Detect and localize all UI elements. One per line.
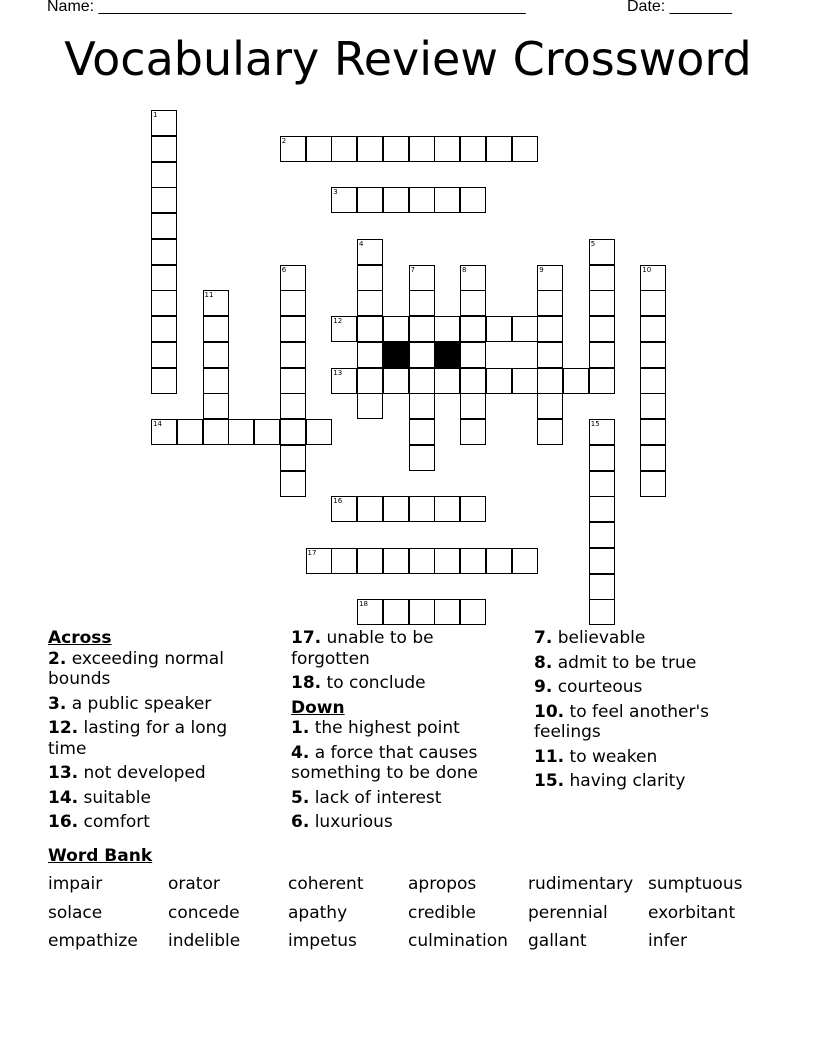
grid-cell[interactable] — [357, 496, 383, 522]
grid-cell[interactable] — [383, 496, 409, 522]
grid-cell[interactable] — [357, 316, 383, 342]
grid-cell[interactable] — [409, 136, 435, 162]
clue-text: not developed — [78, 763, 206, 783]
clue-number-label: 18. — [291, 673, 322, 693]
clue-number-label: 10. — [534, 701, 565, 722]
clue-item — [48, 718, 280, 759]
clue-item — [291, 788, 523, 809]
grid-cell[interactable] — [383, 316, 409, 342]
word-bank-item: indelible — [168, 931, 241, 951]
across-heading: Across — [48, 628, 112, 648]
grid-cell[interactable] — [460, 496, 486, 522]
grid-cell[interactable] — [409, 342, 435, 368]
clue-item — [291, 628, 523, 669]
clue-text: believable — [552, 628, 646, 648]
clue-text: having clarity — [564, 771, 686, 791]
clue-number-label: 2. — [48, 648, 67, 669]
word-bank-item: apathy — [288, 902, 348, 923]
grid-cell[interactable] — [434, 599, 460, 625]
word-bank-item: impair — [48, 874, 103, 894]
grid-cell[interactable] — [486, 368, 512, 394]
clue-text: to weaken — [564, 746, 658, 767]
word-bank-item: credible — [408, 902, 476, 923]
grid-cell[interactable] — [280, 342, 306, 368]
grid-cell[interactable] — [383, 187, 409, 213]
grid-cell[interactable] — [331, 496, 357, 522]
black-cell — [383, 342, 409, 368]
grid-cell[interactable] — [640, 471, 666, 497]
clue-item — [291, 812, 523, 833]
word-bank-item: rudimentary — [528, 874, 634, 894]
grid-cell[interactable] — [460, 265, 486, 291]
clue-text: to conclude — [321, 673, 426, 693]
grid-cell[interactable] — [409, 548, 435, 574]
grid-cell[interactable] — [151, 162, 177, 188]
grid-cell[interactable] — [537, 290, 563, 316]
word-bank-item: empathize — [48, 931, 138, 951]
clue-number: 3 — [333, 188, 338, 197]
page-title: Vocabulary Review Crossword — [64, 32, 752, 86]
clue-number: 5 — [590, 239, 596, 248]
grid-cell[interactable] — [203, 290, 229, 316]
clue-text: forgotten — [291, 648, 370, 669]
grid-cell[interactable] — [460, 368, 486, 394]
grid-cell[interactable] — [409, 368, 435, 394]
grid-cell[interactable] — [460, 187, 486, 213]
clue-text: exceeding normal — [66, 648, 224, 669]
grid-cell[interactable] — [203, 419, 229, 445]
grid-cell[interactable] — [357, 599, 383, 625]
clue-number: 2 — [281, 136, 287, 145]
clue-number-label: 7. — [534, 628, 553, 648]
clue-item — [534, 747, 774, 768]
clue-number-label: 6. — [291, 812, 310, 832]
clue-item — [534, 628, 774, 649]
grid-cell[interactable] — [537, 316, 563, 342]
grid-cell[interactable] — [460, 316, 486, 342]
clue-number-label: 17. — [291, 628, 322, 648]
clue-number: 6 — [281, 265, 287, 274]
grid-cell[interactable] — [151, 265, 177, 291]
clue-text: courteous — [552, 677, 643, 697]
clue-text: lasting for a long — [78, 718, 228, 738]
grid-cell[interactable] — [563, 368, 589, 394]
grid-cell[interactable] — [383, 599, 409, 625]
grid-cell[interactable] — [640, 290, 666, 316]
grid-cell[interactable] — [640, 368, 666, 394]
word-bank-item: concede — [168, 902, 240, 923]
grid-cell[interactable] — [434, 316, 460, 342]
grid-cell[interactable] — [537, 393, 563, 419]
grid-cell[interactable] — [383, 368, 409, 394]
clue-item — [534, 771, 774, 792]
grid-cell[interactable] — [203, 342, 229, 368]
grid-cell[interactable] — [589, 496, 615, 522]
grid-cell[interactable] — [460, 599, 486, 625]
grid-cell[interactable] — [306, 548, 332, 574]
grid-cell[interactable] — [589, 599, 615, 625]
clue-text: something to be done — [291, 763, 478, 783]
grid-cell[interactable] — [151, 290, 177, 316]
clue-text: time — [48, 738, 87, 759]
grid-cell[interactable] — [409, 265, 435, 291]
grid-cell[interactable] — [640, 265, 666, 291]
grid-cell[interactable] — [151, 316, 177, 342]
word-bank-item: culmination — [408, 931, 508, 951]
clue-item — [48, 788, 280, 809]
clue-number-label: 15. — [534, 771, 565, 791]
clue-number-label: 12. — [48, 718, 79, 738]
clue-item — [48, 812, 280, 833]
clue-text: luxurious — [309, 812, 393, 832]
grid-cell[interactable] — [589, 342, 615, 368]
clue-text: to feel another's — [564, 701, 710, 722]
grid-cell[interactable] — [151, 187, 177, 213]
grid-cell[interactable] — [640, 316, 666, 342]
grid-cell[interactable] — [331, 548, 357, 574]
grid-cell[interactable] — [280, 265, 306, 291]
grid-cell[interactable] — [357, 136, 383, 162]
clue-number: 4 — [359, 239, 364, 248]
clues-column-1 — [48, 628, 280, 837]
clue-number-label: 11. — [534, 746, 565, 767]
grid-cell[interactable] — [383, 136, 409, 162]
grid-cell[interactable] — [177, 419, 203, 445]
word-bank-item: orator — [168, 874, 220, 894]
grid-cell[interactable] — [409, 496, 435, 522]
clue-number: 17 — [307, 548, 317, 557]
clue-number-label: 3. — [48, 693, 67, 714]
clue-text: feelings — [534, 722, 601, 742]
name-label: Name: — [47, 0, 99, 15]
grid-cell[interactable] — [306, 419, 332, 445]
grid-cell[interactable] — [254, 419, 280, 445]
word-bank-title: Word Bank — [48, 846, 153, 866]
clue-number: 11 — [204, 291, 214, 300]
grid-cell[interactable] — [589, 316, 615, 342]
grid-cell[interactable] — [589, 239, 615, 265]
grid-cell[interactable] — [383, 548, 409, 574]
clue-number: 7 — [410, 265, 415, 274]
grid-cell[interactable] — [589, 368, 615, 394]
grid-cell[interactable] — [357, 548, 383, 574]
grid-cell[interactable] — [640, 393, 666, 419]
grid-cell[interactable] — [512, 316, 538, 342]
grid-cell[interactable] — [357, 187, 383, 213]
clue-number: 8 — [462, 265, 467, 274]
grid-cell[interactable] — [409, 316, 435, 342]
clue-number: 18 — [359, 600, 368, 609]
clue-number-label: 9. — [534, 677, 553, 697]
date-line: _______ — [669, 0, 732, 15]
grid-cell[interactable] — [331, 187, 357, 213]
grid-cell[interactable] — [434, 496, 460, 522]
word-bank-item: sumptuous — [648, 874, 743, 894]
grid-cell[interactable] — [460, 393, 486, 419]
grid-cell[interactable] — [537, 368, 563, 394]
grid-cell[interactable] — [357, 239, 383, 265]
grid-cell[interactable] — [486, 136, 512, 162]
word-bank-item: apropos — [408, 874, 477, 894]
grid-cell[interactable] — [486, 548, 512, 574]
word-bank-item: solace — [48, 902, 103, 923]
grid-cell[interactable] — [331, 368, 357, 394]
clue-text: suitable — [78, 787, 151, 808]
clue-number-label: 5. — [291, 787, 310, 808]
grid-cell[interactable] — [512, 136, 538, 162]
grid-cell[interactable] — [589, 548, 615, 574]
clue-text: unable to be — [321, 628, 434, 648]
grid-cell[interactable] — [151, 213, 177, 239]
clue-item — [48, 649, 280, 690]
grid-cell[interactable] — [460, 548, 486, 574]
clue-number-label: 8. — [534, 652, 553, 673]
black-cell — [434, 342, 460, 368]
clue-item — [534, 653, 774, 674]
word-bank-item: impetus — [288, 931, 357, 951]
clue-item — [291, 743, 523, 784]
clue-number: 1 — [153, 111, 158, 119]
grid-cell[interactable] — [512, 548, 538, 574]
grid-cell[interactable] — [537, 342, 563, 368]
clue-item — [534, 702, 774, 743]
grid-cell[interactable] — [357, 265, 383, 291]
clues-column-2 — [291, 628, 523, 837]
grid-cell[interactable] — [357, 290, 383, 316]
grid-cell[interactable] — [409, 599, 435, 625]
grid-cell[interactable] — [460, 342, 486, 368]
grid-cell[interactable] — [151, 419, 177, 445]
clue-text: the highest point — [309, 718, 460, 738]
clue-number-label: 1. — [291, 718, 310, 738]
grid-cell[interactable] — [460, 136, 486, 162]
clue-text: bounds — [48, 669, 111, 689]
word-bank-item: perennial — [528, 902, 608, 923]
grid-cell[interactable] — [331, 316, 357, 342]
grid-cell[interactable] — [151, 110, 177, 136]
clue-item — [291, 673, 523, 694]
grid-cell[interactable] — [151, 136, 177, 162]
clue-number: 15 — [590, 420, 600, 428]
grid-cell[interactable] — [306, 136, 332, 162]
grid-cell[interactable] — [409, 393, 435, 419]
grid-cell[interactable] — [640, 419, 666, 445]
clue-text: admit to be true — [552, 652, 697, 673]
word-bank-item: infer — [648, 931, 687, 951]
clue-number: 9 — [539, 265, 544, 274]
grid-cell[interactable] — [357, 393, 383, 419]
clue-text: a public speaker — [66, 693, 212, 714]
clue-item — [291, 718, 523, 739]
down-heading: Down — [291, 697, 345, 718]
grid-cell[interactable] — [589, 265, 615, 291]
word-bank-item: coherent — [288, 874, 364, 894]
grid-cell[interactable] — [537, 419, 563, 445]
grid-cell[interactable] — [434, 136, 460, 162]
grid-cell[interactable] — [640, 342, 666, 368]
word-bank-item: exorbitant — [648, 902, 736, 923]
clue-number: 12 — [333, 317, 343, 325]
grid-cell[interactable] — [409, 419, 435, 445]
grid-cell[interactable] — [589, 445, 615, 471]
grid-cell[interactable] — [537, 265, 563, 291]
grid-cell[interactable] — [640, 445, 666, 471]
clue-number: 10 — [642, 265, 652, 274]
grid-cell[interactable] — [280, 136, 306, 162]
grid-cell[interactable] — [280, 393, 306, 419]
grid-cell[interactable] — [357, 368, 383, 394]
grid-cell[interactable] — [589, 574, 615, 600]
grid-cell[interactable] — [434, 548, 460, 574]
grid-cell[interactable] — [331, 136, 357, 162]
grid-cell[interactable] — [280, 316, 306, 342]
grid-cell[interactable] — [357, 342, 383, 368]
grid-cell[interactable] — [280, 368, 306, 394]
grid-cell[interactable] — [409, 445, 435, 471]
grid-cell[interactable] — [228, 419, 254, 445]
clue-text: lack of interest — [309, 787, 442, 808]
grid-cell[interactable] — [280, 445, 306, 471]
grid-cell[interactable] — [589, 290, 615, 316]
grid-cell[interactable] — [280, 471, 306, 497]
grid-cell[interactable] — [434, 368, 460, 394]
grid-cell[interactable] — [203, 316, 229, 342]
clue-text: a force that causes — [309, 742, 478, 763]
grid-cell[interactable] — [151, 368, 177, 394]
grid-cell[interactable] — [151, 342, 177, 368]
grid-cell[interactable] — [589, 419, 615, 445]
grid-cell[interactable] — [589, 471, 615, 497]
clue-number: 14 — [153, 420, 162, 428]
grid-cell[interactable] — [409, 187, 435, 213]
grid-cell[interactable] — [203, 393, 229, 419]
clue-item — [534, 677, 774, 698]
clue-number-label: 13. — [48, 763, 79, 783]
grid-cell[interactable] — [203, 368, 229, 394]
clue-number: 16 — [333, 497, 343, 506]
clues-column-3 — [534, 628, 774, 796]
grid-cell[interactable] — [280, 290, 306, 316]
grid-cell[interactable] — [512, 368, 538, 394]
clue-number-label: 14. — [48, 787, 79, 808]
grid-cell[interactable] — [460, 419, 486, 445]
clue-item — [48, 694, 280, 715]
grid-cell[interactable] — [460, 290, 486, 316]
grid-cell[interactable] — [486, 316, 512, 342]
date-label: Date: — [627, 0, 670, 15]
word-bank-item: gallant — [528, 931, 587, 951]
clue-text: comfort — [78, 812, 150, 832]
grid-cell[interactable] — [409, 290, 435, 316]
grid-cell[interactable] — [280, 419, 306, 445]
clue-item — [48, 763, 280, 784]
grid-cell[interactable] — [589, 522, 615, 548]
clue-number-label: 16. — [48, 812, 79, 832]
clue-number: 13 — [333, 368, 343, 377]
grid-cell[interactable] — [434, 187, 460, 213]
name-line: ________________________________________________ — [98, 0, 526, 15]
clue-number-label: 4. — [291, 742, 310, 763]
grid-cell[interactable] — [151, 239, 177, 265]
